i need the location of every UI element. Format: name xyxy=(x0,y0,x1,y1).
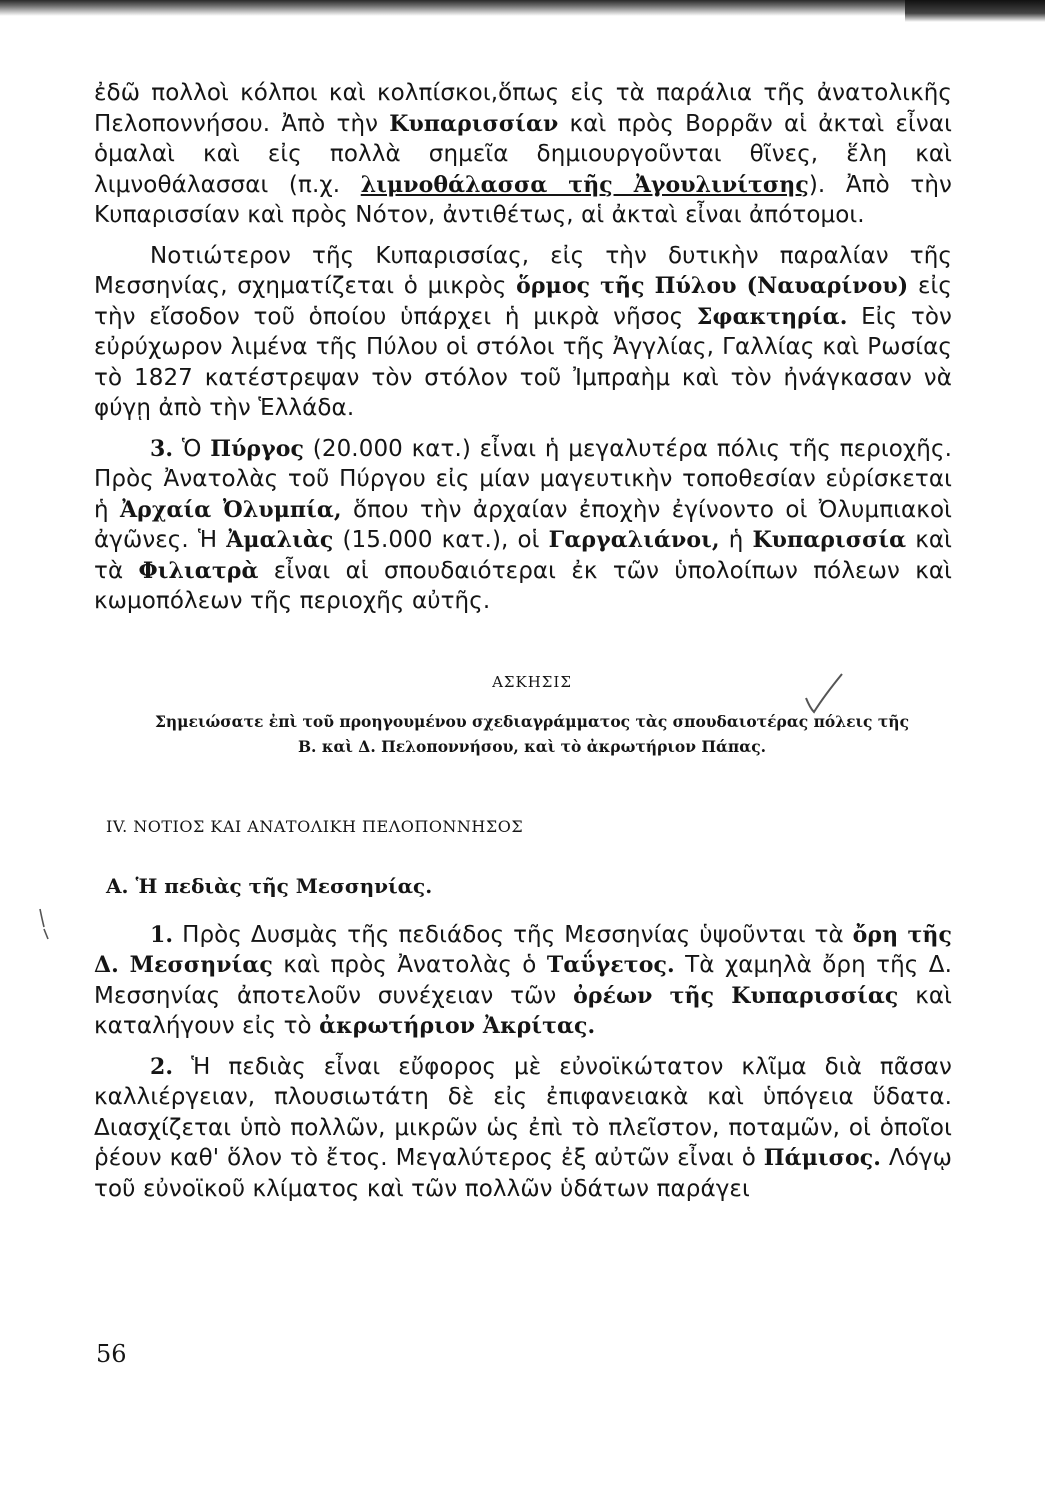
text: Νοτιώτερον τῆς Κυπαρισσίας, εἰς τὴν δυτικὴν παραλίαν τῆς Μεσσηνίας, σχηματίζεται ὁ μικρὸς xyxy=(94,242,952,299)
bold-term: ὄρη τῆς Δ. Μεσσηνίας xyxy=(94,921,952,978)
text: καὶ τὰ xyxy=(94,527,953,584)
paragraph-pylos-bay xyxy=(94,241,952,424)
scan-edge-corner xyxy=(905,0,1045,22)
bold-term: Φιλιατρὰ xyxy=(138,557,259,584)
bold-term: Ἀμαλιὰς xyxy=(226,527,334,553)
paragraph-cyparissia-coast xyxy=(94,78,952,231)
page-number: 56 xyxy=(96,1340,127,1368)
bold-term: Πάμισος. xyxy=(763,1145,881,1171)
text: ἐδῶ πολλοὶ κόλποι καὶ κολπίσκοι,ὅπως εἰς τὰ παράλια τῆς ἀνατολικῆς Πελοποννήσου. Ἀπὸ τὴν xyxy=(94,80,952,137)
item-number: 3. xyxy=(150,435,174,462)
text: Εἰς τὸν εὐρύχωρον λιμένα τῆς Πύλου οἱ στόλοι τῆς Ἀγγλίας, Γαλλίας καὶ Ρωσίας τὸ 1827 κατέστρεψαν τὸν στόλον τοῦ Ἰμπραὴμ καὶ τὸν ἠνάγκασαν νὰ φύγῃ ἀπὸ τὴν Ἑλλάδα. xyxy=(94,303,952,421)
text: ὅπου τὴν ἀρχαίαν ἐποχὴν ἐγίνοντο οἱ Ὀλυμπιακοὶ ἀγῶνες. Ἡ xyxy=(94,496,953,553)
text: (15.000 κατ.), οἱ xyxy=(333,527,549,553)
paragraph-messinia-mountains xyxy=(94,920,952,1042)
subsection-title: Α. Ἡ πεδιὰς τῆς Μεσσηνίας. xyxy=(106,873,433,898)
paragraph-messinia-plain xyxy=(94,1052,952,1205)
section-title: IV. ΝΟΤΙΟΣ ΚΑΙ ΑΝΑΤΟΛΙΚΗ ΠΕΛΟΠΟΝΝΗΣΟΣ xyxy=(106,816,524,836)
pencil-stray-mark xyxy=(34,905,54,945)
text: Πρὸς Δυσμὰς τῆς πεδιάδος τῆς Μεσσηνίας ὑψοῦνται τὰ xyxy=(173,921,853,948)
text: εἰς τὴν εἴσοδον τοῦ ὁποίου ὑπάρχει ἡ μικρὰ νῆσος xyxy=(94,273,952,330)
bold-term-underlined: λιμνοθάλασσα τῆς Ἀγουλινίτσης xyxy=(360,171,809,198)
bold-term: ἀκρωτήριον Ἀκρίτας. xyxy=(319,1013,596,1039)
bold-term: ὀρέων τῆς Κυπαρισσίας xyxy=(573,982,899,1009)
text: καὶ καταλήγουν εἰς τὸ xyxy=(94,982,952,1039)
item-number: 1. xyxy=(150,921,174,948)
pencil-check-mark xyxy=(800,670,850,720)
bold-term: ὅρμος τῆς Πύλου (Ναυαρίνου) xyxy=(516,273,909,299)
text: ἡ xyxy=(719,527,753,553)
bold-term: Ἀρχαία Ὀλυμπία, xyxy=(119,496,342,523)
page-body xyxy=(94,78,953,1204)
exercise-text: Σημειώσατε ἐπὶ τοῦ προηγουμένου σχεδιαγράμματος τὰς σπουδαιοτέρας πόλεις τῆς Β. καὶ Δ. Πελοποννήσου, καὶ τὸ ἀκρωτήριον Πάπας. xyxy=(154,711,910,756)
scan-edge-shadow xyxy=(0,0,1045,16)
bold-term: Κυπαρισσία xyxy=(752,527,907,553)
text: Λόγῳ τοῦ εὐνοϊκοῦ κλίματος καὶ τῶν πολλῶν ὑδάτων παράγει xyxy=(94,1145,952,1202)
bold-term: Σφακτηρία. xyxy=(696,303,848,330)
text: Ἡ πεδιὰς εἶναι εὔφορος μὲ εὐνοϊκώτατον κλῖμα διὰ πᾶσαν καλλιέργειαν, πλουσιωτάτη δὲ εἰς ἐπιφανειακὰ καὶ ὑπόγεια ὕδατα. Διασχίζεται ὑπὸ πολλῶν, μικρῶν ὡς ἐπὶ τὸ πλεῖστον, ποταμῶν, οἱ ὁποῖοι ῥέουν καθ' ὅλον τὸ ἔτος. Μεγαλύτερος ἐξ αὐτῶν εἶναι ὁ xyxy=(94,1053,952,1171)
bold-term: Πύργος xyxy=(210,435,305,462)
text: Ὁ xyxy=(173,435,211,462)
paragraph-pyrgos xyxy=(94,434,952,617)
exercise-title: ΑΣΚΗΣΙΣ xyxy=(492,672,572,691)
item-number: 2. xyxy=(150,1053,174,1080)
text: καὶ πρὸς Βορρᾶν αἱ ἀκταὶ εἶναι ὁμαλαὶ καὶ εἰς πολλὰ σημεῖα δημιουργοῦνται θῖνες, ἕλη καὶ λιμνοθάλασσαι (π.χ. xyxy=(94,110,952,198)
text: Τὰ χαμηλὰ ὄρη τῆς Δ. Μεσσηνίας ἀποτελοῦν συνέχειαν τῶν xyxy=(94,952,952,1009)
bold-term: Κυπαρισσίαν xyxy=(389,110,559,137)
bold-term: Γαργαλιάνοι, xyxy=(548,527,720,553)
text: (20.000 κατ.) εἶναι ἡ μεγαλυτέρα πόλις τῆς περιοχῆς. Πρὸς Ἀνατολὰς τοῦ Πύργου εἰς μίαν μαγευτικὴν τοποθεσίαν εὑρίσκεται ἡ xyxy=(94,435,952,523)
bold-term: Ταΰγετος. xyxy=(546,952,675,978)
text: ). Ἀπὸ τὴν Κυπαρισσίαν καὶ πρὸς Νότον, ἀντιθέτως, αἱ ἀκταὶ εἶναι ἀπότομοι. xyxy=(94,171,952,228)
text: εἶναι αἱ σπουδαιότεραι ἐκ τῶν ὑπολοίπων πόλεων καὶ κωμοπόλεων τῆς περιοχῆς αὐτῆς. xyxy=(94,557,952,614)
text: καὶ πρὸς Ἀνατολὰς ὁ xyxy=(272,952,547,978)
